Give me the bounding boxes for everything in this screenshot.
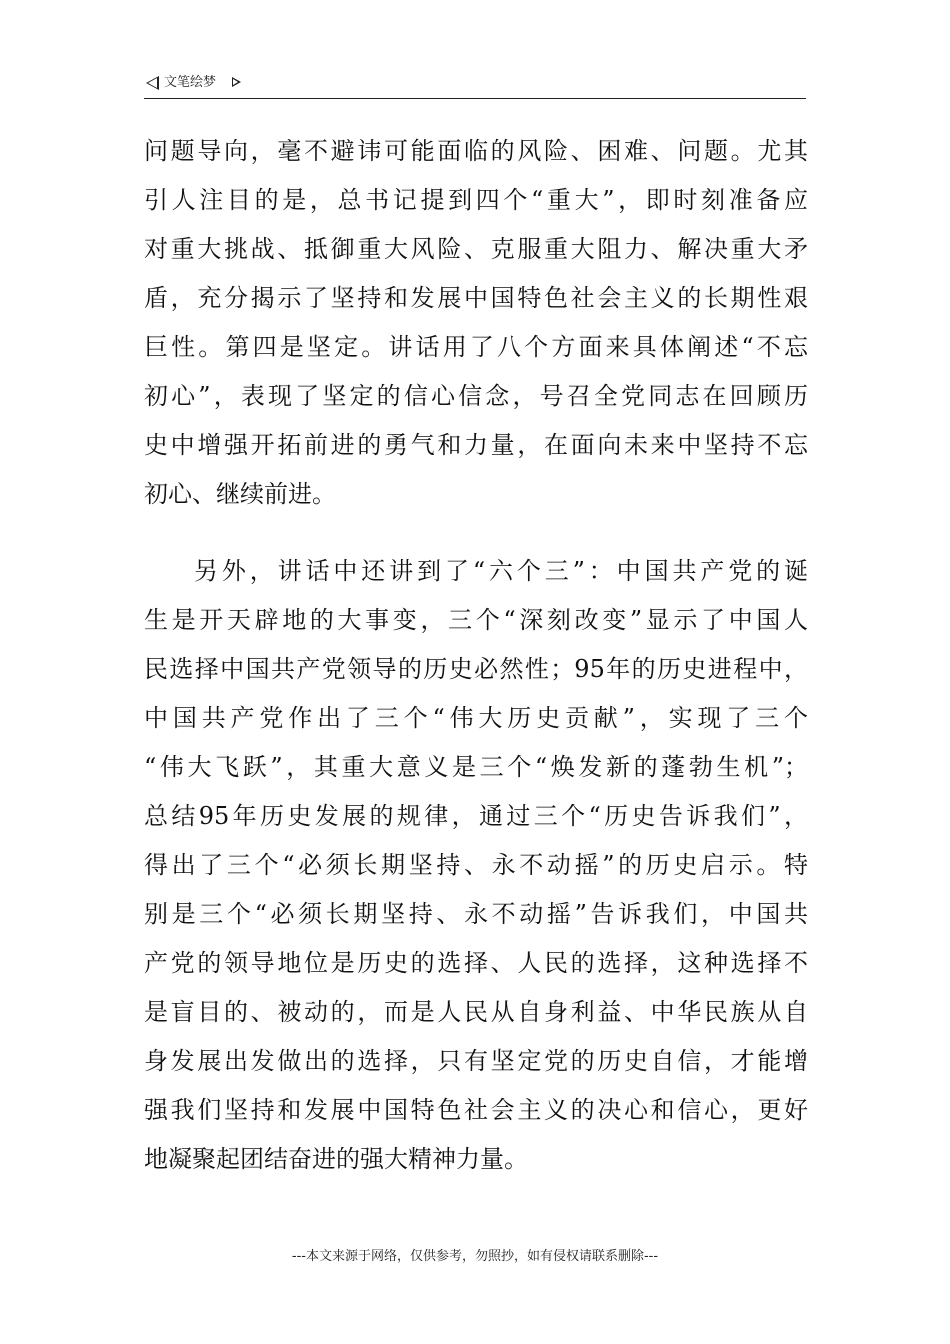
text-line: “伟大飞跃”，其重大意义是三个“焕发新的蓬勃生机”；	[144, 753, 808, 781]
footer-disclaimer: ---本文来源于网络，仅供参考，勿照抄，如有侵权请联系删除---	[291, 1249, 659, 1264]
text-line: 巨性。第四是坚定。讲话用了八个方面来具体阐述“不忘	[144, 333, 808, 361]
text-line: 另外，讲话中还讲到了“六个三”：中国共产党的诞	[194, 557, 808, 585]
text-line: 得出了三个“必须长期坚持、永不动摇”的历史启示。特	[144, 851, 808, 879]
text-line: 对重大挑战、抵御重大风险、克服重大阻力、解决重大矛	[144, 235, 808, 263]
text-line: 身发展出发做出的选择，只有坚定党的历史自信，才能增	[144, 1047, 808, 1075]
text-line: 是盲目的、被动的，而是人民从自身利益、中华民族从自	[144, 998, 808, 1026]
text-line: 强我们坚持和发展中国特色社会主义的决心和信心，更好	[144, 1096, 808, 1124]
text-line: 初心”，表现了坚定的信心信念，号召全党同志在回顾历	[144, 382, 808, 410]
text-line: 引人注目的是，总书记提到四个“重大”，即时刻准备应	[144, 186, 808, 214]
text-line: 问题导向，毫不避讳可能面临的风险、困难、问题。尤其	[144, 137, 808, 165]
text-line: 民选择中国共产党领导的历史必然性；95年的历史进程中，	[144, 655, 808, 683]
page-header	[144, 74, 806, 99]
triangle-left-icon	[146, 76, 159, 90]
text-line: 中国共产党作出了三个“伟大历史贡献”，实现了三个	[144, 704, 808, 732]
text-line: 总结95年历史发展的规律，通过三个“历史告诉我们”，	[144, 802, 808, 830]
text-line: 初心、继续前进。	[144, 480, 336, 508]
header-title: 文笔绘梦	[164, 75, 217, 90]
text-line: 地凝聚起团结奋进的强大精神力量。	[144, 1145, 528, 1173]
text-line: 史中增强开拓前进的勇气和力量，在面向未来中坚持不忘	[144, 431, 808, 459]
text-line: 盾，充分揭示了坚持和发展中国特色社会主义的长期性艰	[144, 284, 808, 312]
text-line: 别是三个“必须长期坚持、永不动摇”告诉我们，中国共	[144, 900, 808, 928]
triangle-right-icon	[232, 77, 241, 87]
text-line: 产党的领导地位是历史的选择、人民的选择，这种选择不	[144, 949, 808, 977]
text-line: 生是开天辟地的大事变，三个“深刻改变”显示了中国人	[144, 606, 808, 634]
